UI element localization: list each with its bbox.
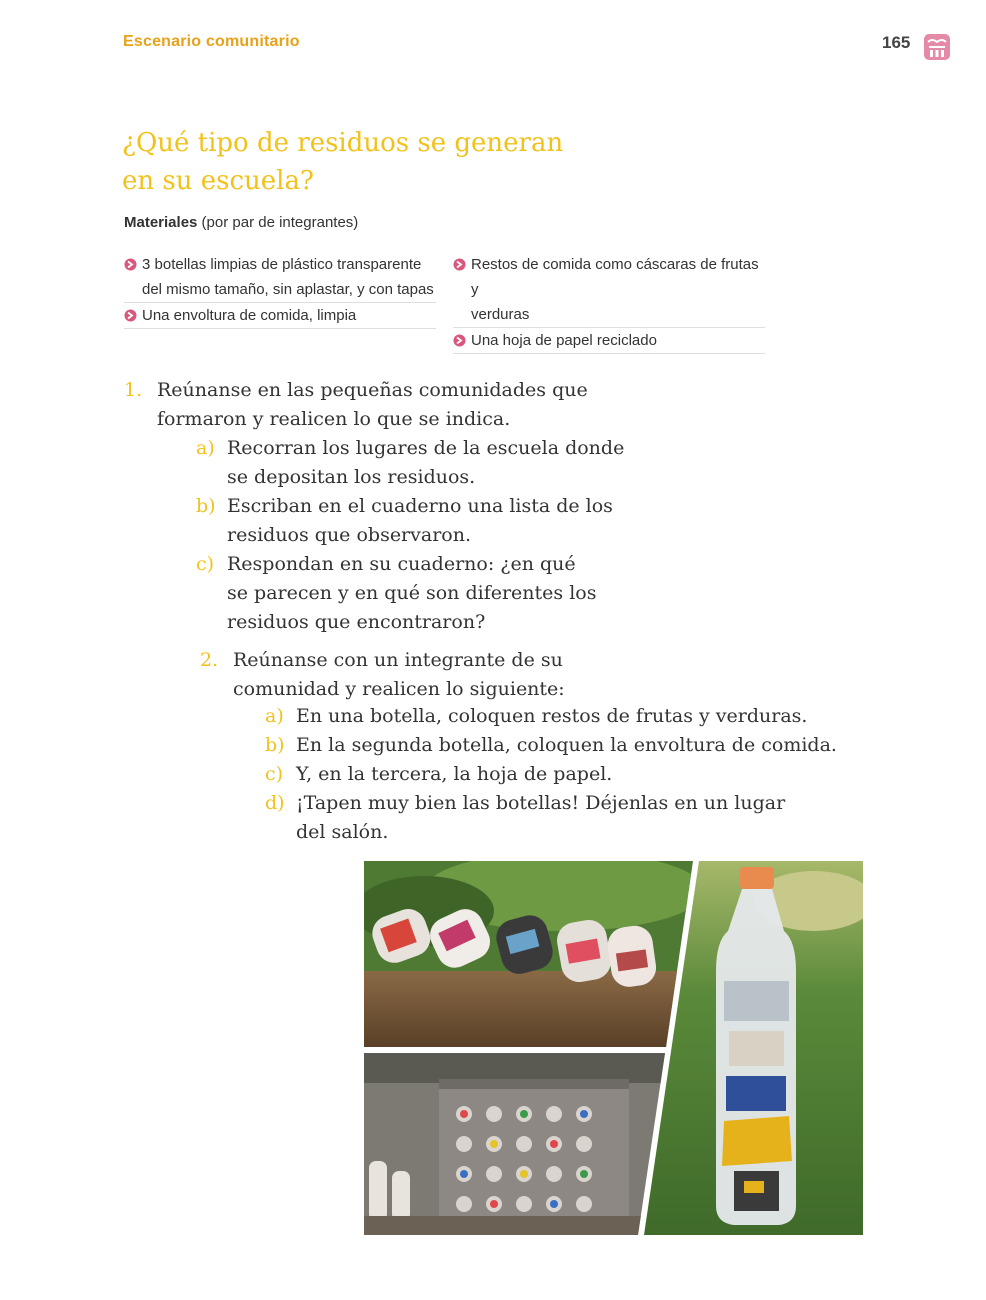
substep-label: c) <box>265 763 284 785</box>
substep-text <box>296 789 896 847</box>
community-scenario-icon <box>923 33 951 61</box>
photo-bottle-wall <box>364 1053 674 1235</box>
section-header: Escenario comunitario <box>123 33 300 50</box>
substep-text-line: Respondan en su cuaderno: ¿en qué <box>227 553 576 575</box>
title-line-2: en su escuela? <box>122 166 314 196</box>
substep-text <box>296 760 896 789</box>
photo-bottles-in-soil <box>364 861 704 1047</box>
step-text <box>233 646 793 704</box>
substep-text <box>227 434 747 492</box>
substep-text <box>227 492 747 550</box>
material-text-line: Restos de comida como cáscaras de frutas y <box>471 256 759 298</box>
materials-heading-rest: (por par de integrantes) <box>197 214 359 231</box>
step-number: 1. <box>124 379 143 401</box>
substep-label: a) <box>196 437 215 459</box>
substep-label: d) <box>265 792 285 814</box>
material-text-line: del mismo tamaño, sin aplastar, y con tapas <box>142 281 434 298</box>
substep-text <box>296 702 896 731</box>
substep-text <box>227 550 747 637</box>
step-text-line: formaron y realicen lo que se indica. <box>157 408 511 430</box>
substep-label: a) <box>265 705 284 727</box>
material-item <box>453 328 765 354</box>
substep-text-line: Recorran los lugares de la escuela donde <box>227 437 625 459</box>
arrow-bullet-icon <box>124 309 137 322</box>
materials-list-left <box>124 252 436 329</box>
step-number: 2. <box>200 649 219 671</box>
material-text-line: verduras <box>471 306 530 323</box>
page-title <box>122 124 642 200</box>
material-text-line: 3 botellas limpias de plástico transparente <box>142 256 422 273</box>
material-item <box>124 252 436 303</box>
substep-text-line: En una botella, coloquen restos de frutas y verduras. <box>296 705 808 727</box>
substep-text-line: ¡Tapen muy bien las botellas! Déjenlas en un lugar <box>296 792 786 814</box>
materials-heading <box>124 214 358 231</box>
arrow-bullet-icon <box>453 258 466 271</box>
substep-text-line: En la segunda botella, coloquen la envoltura de comida. <box>296 734 837 756</box>
substep-text-line: Escriban en el cuaderno una lista de los <box>227 495 613 517</box>
substep-text-line: se parecen y en qué son diferentes los <box>227 582 597 604</box>
page-number: 165 <box>882 33 911 52</box>
title-line-1: ¿Qué tipo de residuos se generan <box>122 128 564 158</box>
material-text-line: Una envoltura de comida, limpia <box>142 307 357 324</box>
step-text-line: Reúnanse en las pequeñas comunidades que <box>157 379 588 401</box>
material-item <box>453 252 765 328</box>
bottle-photo-collage <box>364 861 863 1235</box>
material-item <box>124 303 436 329</box>
materials-heading-bold: Materiales <box>124 214 198 231</box>
substep-text-line: residuos que encontraron? <box>227 611 486 633</box>
substep-text-line: Y, en la tercera, la hoja de papel. <box>296 763 613 785</box>
step-text-line: Reúnanse con un integrante de su <box>233 649 563 671</box>
materials-list-right <box>453 252 765 354</box>
substep-label: c) <box>196 553 215 575</box>
substep-label: b) <box>265 734 285 756</box>
arrow-bullet-icon <box>453 334 466 347</box>
step-text <box>157 376 677 434</box>
substep-text-line: del salón. <box>296 821 389 843</box>
substep-text-line: se depositan los residuos. <box>227 466 476 488</box>
substep-text <box>296 731 936 760</box>
substep-label: b) <box>196 495 216 517</box>
material-text-line: Una hoja de papel reciclado <box>471 332 657 349</box>
arrow-bullet-icon <box>124 258 137 271</box>
substep-text-line: residuos que observaron. <box>227 524 472 546</box>
step-text-line: comunidad y realicen lo siguiente: <box>233 678 565 700</box>
